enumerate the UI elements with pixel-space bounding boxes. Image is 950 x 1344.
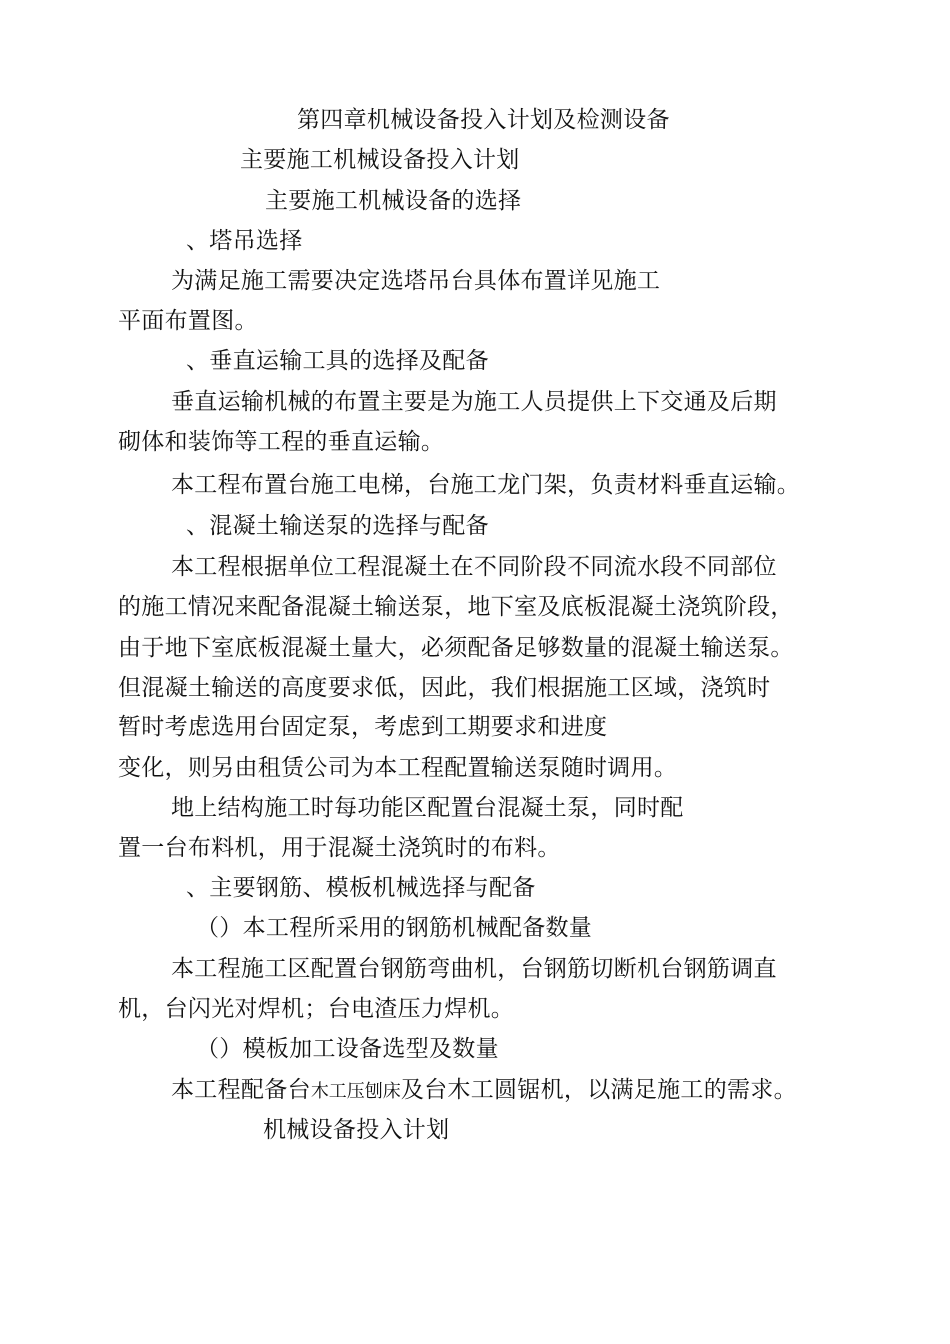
vertical-transport-heading: 、垂直运输工具的选择及配备 (186, 348, 489, 374)
paragraph-line: 置一台布料机，用于混凝土浇筑时的布料。 (118, 835, 561, 861)
paragraph-line: 由于地下室底板混凝土量大，必须配备足够数量的混凝土输送泵。 (118, 635, 794, 661)
paragraph-line: 暂时考虑选用台固定泵，考虑到工期要求和进度 (118, 714, 608, 740)
text-run: 本工程配备台 (171, 1077, 311, 1103)
paragraph-line: 垂直运输机械的布置主要是为施工人员提供上下交通及后期 (171, 389, 777, 415)
paragraph-line: 平面布置图。 (118, 308, 258, 334)
text-run-small: 木工压刨床 (310, 1081, 401, 1102)
paragraph-line: 地上结构施工时每功能区配置台混凝土泵，同时配 (171, 795, 684, 821)
rebar-subheading: （）本工程所采用的钢筋机械配备数量 (196, 915, 593, 941)
formwork-subheading: （）模板加工设备选型及数量 (196, 1036, 499, 1062)
paragraph-line: 本工程根据单位工程混凝土在不同阶段不同流水段不同部位 (171, 554, 777, 580)
paragraph-line: 本工程施工区配置台钢筋弯曲机，台钢筋切断机台钢筋调直 (171, 956, 777, 982)
section-title: 主要施工机械设备投入计划 (240, 147, 520, 173)
rebar-formwork-heading: 、主要钢筋、模板机械选择与配备 (186, 875, 536, 901)
paragraph-line: 变化，则另由租赁公司为本工程配置输送泵随时调用。 (118, 755, 678, 781)
subsection-title: 主要施工机械设备的选择 (265, 188, 522, 214)
paragraph-line: 的施工情况来配备混凝土输送泵，地下室及底板混凝土浇筑阶段， (118, 594, 794, 620)
text-run: 及台木工圆锯机，以满足施工的需求。 (400, 1077, 797, 1103)
tower-crane-heading: 、塔吊选择 (186, 228, 303, 254)
paragraph-line: 为满足施工需要决定选塔吊台具体布置详见施工 (171, 268, 661, 294)
paragraph-line: 机，台闪光对焊机；台电渣压力焊机。 (118, 996, 515, 1022)
paragraph-line: 本工程布置台施工电梯，台施工龙门架，负责材料垂直运输。 (171, 472, 801, 498)
paragraph-line: 但混凝土输送的高度要求低，因此，我们根据施工区域，浇筑时 (118, 675, 771, 701)
paragraph-line: 砌体和装饰等工程的垂直运输。 (118, 429, 445, 455)
concrete-pump-heading: 、混凝土输送泵的选择与配备 (186, 513, 489, 539)
plan-title: 机械设备投入计划 (263, 1117, 450, 1143)
chapter-title: 第四章机械设备投入计划及检测设备 (297, 107, 670, 133)
paragraph-line (171, 1074, 797, 1108)
